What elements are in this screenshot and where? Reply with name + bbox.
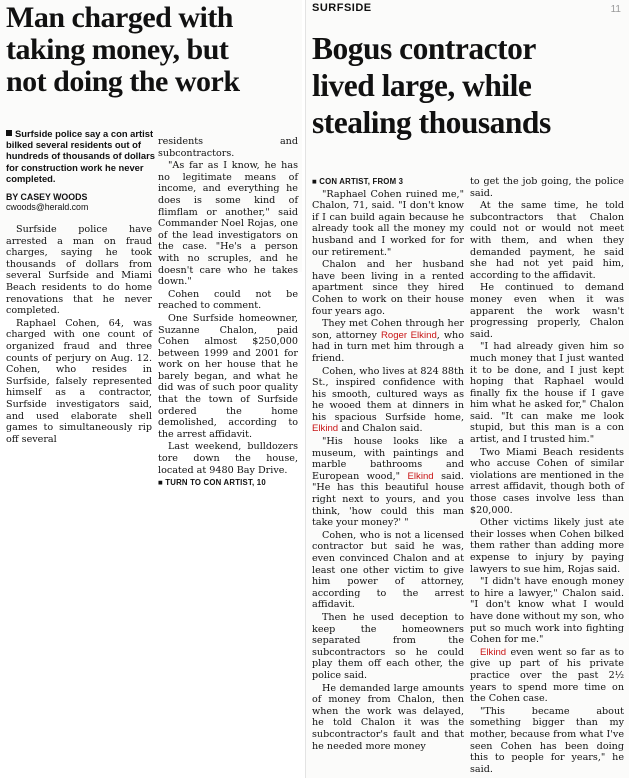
paragraph-text: They met Cohen through her son, attorney	[312, 318, 464, 341]
jump-to-label: TURN TO CON ARTIST, 10	[165, 478, 266, 488]
left-headline-line: Man charged with	[6, 1, 233, 34]
paragraph: Raphael Cohen, 64, was charged with one count of organized fraud and three counts of perjury on Aug. 12. Cohen, who resides in Surfside, falsely represented himself as a contractor, Surfside investigators said, and used elaborate shell games to simultaneously rip off several	[6, 317, 152, 445]
right-headline	[312, 30, 624, 141]
redacted-name-highlight: Elkind	[480, 646, 507, 658]
paragraph-text: who had in turn met him through a friend.	[312, 329, 464, 364]
paragraph: They met Cohen through her son, attorney Roger Elkind, who had in turn met him through a friend.	[312, 318, 464, 364]
paragraph: "As far as I know, he has no legitimate means of income, and everything he does is some kind of flimflam or another," said Commander Noel Rojas, one of the lead investigators on the case. "He's a person with no scruples, and he doesn't care who he takes down."	[158, 160, 298, 288]
right-headline-line: stealing thousands	[312, 105, 551, 140]
byline	[6, 192, 88, 212]
paragraph: Last weekend, bulldozers tore down the house, located at 9480 Bay Drive.	[158, 441, 298, 476]
paragraph	[312, 366, 464, 436]
paragraph-text: "His house looks like a museum, with paintings and marble bathrooms and European wood,"	[312, 436, 464, 482]
jump-line: ■ CON ARTIST, FROM 3	[312, 177, 404, 186]
page-mark: 11	[610, 4, 621, 15]
paragraph: "Raphael Cohen ruined me," Chalon, 71, said. "I don't know if I can build again because he already took all the money my husband and I worked for for our retirement."	[312, 188, 464, 258]
jump-from-label: CON ARTIST, FROM 3	[319, 177, 404, 186]
paragraph: Surfside police have arrested a man on fraud charges, saying he took thousands of dollars from several Surfside and Miami Beach residents to do home renovations that he never completed.	[6, 224, 152, 317]
left-headline	[6, 2, 302, 98]
paragraph: "I didn't have enough money to hire a lawyer," Chalon said. "I don't know what I would have done without my son, who put so much work into fighting Cohen for me."	[470, 576, 624, 646]
paragraph: Cohen could not be reached to comment.	[158, 288, 298, 312]
paragraph: Then he used deception to keep the homeowners separated from the subcontractors so he could play them off each other, the police said.	[312, 611, 464, 681]
paragraph: Cohen, who is not a licensed contractor but said he was, even convinced Chalon and at least one other victim to give him power of attorney, according to the arrest affidavit.	[312, 529, 464, 611]
paragraph: One Surfside homeowner, Suzanne Chalon, paid Cohen almost $250,000 between 1999 and 2001 for work on her house that he barely began, and what he did was of such poor quality that the town of Surfside ordered the home demolished, according to the arrest affidavit.	[158, 312, 298, 440]
paragraph: "I had already given him so much money that I just wanted it to be done, and I just kept hoping that Raphael would finally fix the house if I gave him what he asked for," Chalon said. "It can make me look stupid, but this man is a con artist, and I trusted him."	[470, 341, 624, 446]
paragraph-text: said. "He has this beautiful house right next to yours, and you think, 'how could this man take your money?' "	[312, 470, 464, 529]
byline-name: BY CASEY WOODS	[6, 192, 88, 202]
paragraph: residents and subcontractors.	[158, 136, 298, 159]
byline-email: cwoods@herald.com	[6, 202, 89, 212]
right-headline-line: lived large, while	[312, 68, 532, 103]
paragraph: to get the job going, the police said.	[470, 176, 624, 199]
bullet-square-icon	[6, 130, 12, 136]
left-headline-line: taking money, but	[6, 33, 229, 66]
paragraph: He continued to demand money even when it was apparent the work wasn't progressing properly, Chalon said.	[470, 282, 624, 340]
right-column-1	[312, 176, 464, 753]
right-headline-line: Bogus contractor	[312, 31, 536, 66]
right-clipping	[305, 0, 629, 778]
redacted-name-highlight: Elkind	[407, 470, 434, 482]
paragraph: At the same time, he told subcontractors that Chalon could not or would not meet with them, and when they demanded payment, he said she had not yet paid him, according to the affidavit.	[470, 200, 624, 281]
paragraph-text: and Chalon said.	[341, 423, 423, 435]
redacted-name-highlight: Elkind	[312, 423, 339, 435]
left-column-2	[158, 136, 298, 490]
left-headline-line: not doing the work	[6, 65, 240, 98]
paragraph: He demanded large amounts of money from Chalon, then when the work was delayed, he told Chalon it was the subcontractor's fault and that he needed more money	[312, 682, 464, 752]
paragraph: Two Miami Beach residents who accuse Cohen of similar violations are mentioned in the arrest affidavit, though both of those cases involve less than $20,000.	[470, 446, 624, 516]
paragraph: "This became about something bigger than my mother, because from what I've seen Cohen has been doing this to people for years," he said.	[470, 705, 624, 775]
paragraph	[312, 436, 464, 529]
paragraph-text: Cohen, who lives at 824 88th St., inspired confidence with his smooth, cultured ways as he wooed them at dinners in his spacious Surfside home,	[312, 365, 464, 423]
paragraph-text: even went so far as to give up part of his private practice over the past 2½ years to spend more time on the Cohen case.	[470, 646, 624, 705]
jump-line: ■ TURN TO CON ARTIST, 10	[158, 478, 266, 488]
left-column-1	[6, 224, 152, 446]
paragraph	[470, 647, 624, 705]
right-column-2	[470, 176, 624, 776]
left-summary-text: Surfside police say a con artist bilked several residents out of hundreds of thousands of dollars for construction work he never completed.	[6, 128, 155, 184]
paragraph: Chalon and her husband have been living in a rented apartment since they hired Cohen to work on their house four years ago.	[312, 259, 464, 317]
redacted-name-highlight: Roger Elkind	[380, 329, 437, 341]
left-clipping	[0, 0, 302, 488]
section-label: SURFSIDE	[312, 2, 372, 14]
left-summary	[6, 128, 156, 184]
paragraph: Other victims likely just ate their losses when Cohen bilked them rather than adding more expense to injury by paying lawyers to sue him, Rojas said.	[470, 517, 624, 575]
